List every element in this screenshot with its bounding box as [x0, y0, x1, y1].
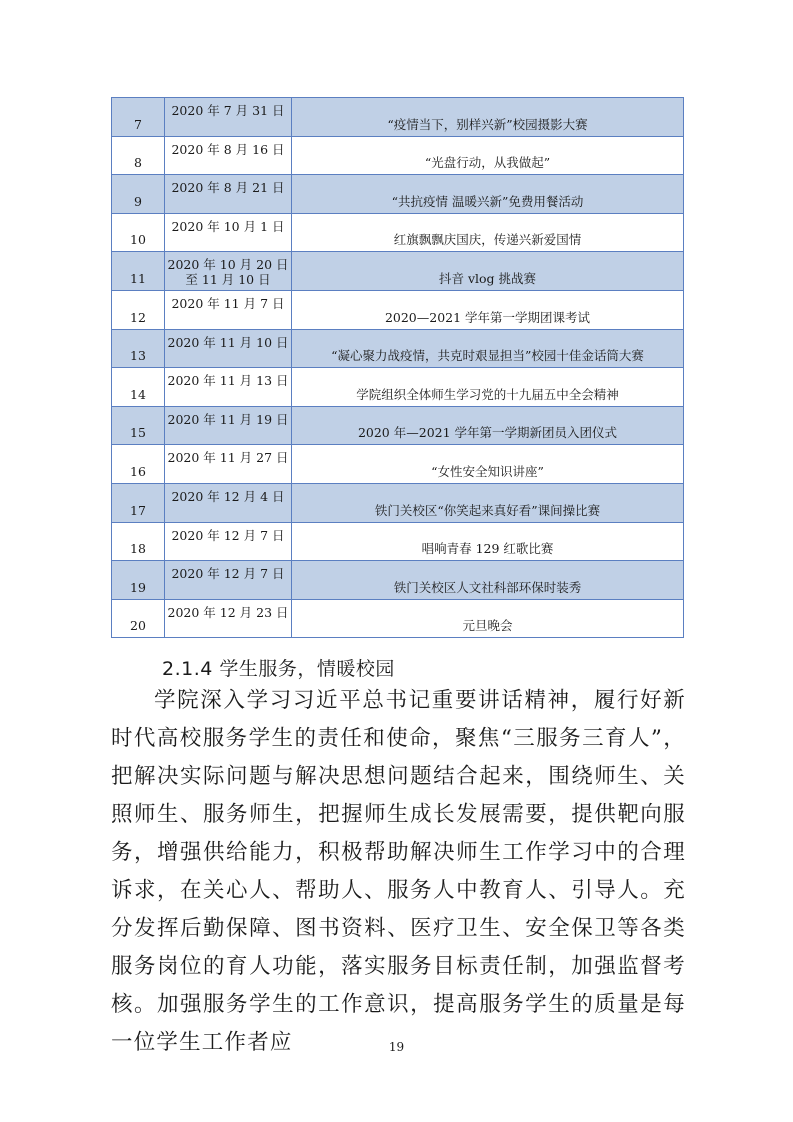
event-date — [165, 483, 292, 522]
event-date — [165, 522, 292, 561]
event-date — [165, 175, 292, 214]
event-date-line: 2020 年 12 月 23 日 — [167, 604, 289, 620]
table-row — [112, 561, 684, 600]
event-date — [165, 136, 292, 175]
table-row — [112, 522, 684, 561]
event-name: “凝心聚力战疫情，共克时艰显担当”校园十佳金话筒大赛 — [292, 329, 684, 368]
table-row — [112, 213, 684, 252]
event-date-line: 2020 年 11 月 27 日 — [167, 450, 289, 466]
table-row — [112, 445, 684, 484]
event-date-line: 2020 年 10 月 20 日 — [167, 257, 289, 273]
row-number: 12 — [112, 290, 165, 329]
row-number: 11 — [112, 252, 165, 291]
event-name: “光盘行动，从我做起” — [292, 136, 684, 175]
event-name: “疫情当下，别样兴新”校园摄影大赛 — [292, 98, 684, 137]
event-date-line: 2020 年 7 月 31 日 — [171, 103, 285, 118]
event-date-line: 2020 年 10 月 1 日 — [171, 218, 285, 234]
event-date — [165, 445, 292, 484]
event-name: 元旦晚会 — [292, 599, 684, 638]
event-date-line: 2020 年 12 月 7 日 — [171, 566, 285, 582]
event-date — [165, 252, 292, 291]
table-row — [112, 252, 684, 291]
section-paragraph: 学院深入学习习近平总书记重要讲话精神，履行好新时代高校服务学生的责任和使命，聚焦“三服务三育人”，把解决实际问题与解决思想问题结合起来，围绕师生、关照师生、服务师生，把握师生成长发展需要，提供靶向服务，增强供给能力，积极帮助解决师生工作学习中的合理诉求，在关心人、帮助人、服务人中教育人、引导人。充分发挥后勤保障、图书资料、医疗卫生、安全保卫等各类服务岗位的育人功能，落实服务目标责任制，加强监督考核。加强服务学生的工作意识，提高服务学生的质量是每一位学生工作者应 — [111, 688, 686, 1055]
event-date-line: 2020 年 8 月 16 日 — [171, 141, 285, 157]
row-number: 15 — [112, 406, 165, 445]
event-date-line: 2020 年 12 月 4 日 — [171, 488, 285, 504]
section-heading: 2.1.4 学生服务，情暖校园 — [162, 658, 395, 680]
row-number: 19 — [112, 561, 165, 600]
event-name: “女性安全知识讲座” — [292, 445, 684, 484]
event-name: 2020—2021 学年第一学期团课考试 — [292, 290, 684, 329]
event-name: “共抗疫情 温暖兴新”免费用餐活动 — [292, 175, 684, 214]
event-name: 铁门关校区人文社科部环保时装秀 — [292, 561, 684, 600]
event-date — [165, 599, 292, 638]
event-date — [165, 406, 292, 445]
row-number: 18 — [112, 522, 165, 561]
row-number: 13 — [112, 329, 165, 368]
event-date-line: 2020 年 11 月 7 日 — [171, 295, 285, 311]
row-number: 7 — [112, 98, 165, 137]
row-number: 17 — [112, 483, 165, 522]
row-number: 9 — [112, 175, 165, 214]
event-date — [165, 561, 292, 600]
event-date-line: 2020 年 11 月 10 日 — [167, 334, 289, 350]
event-date — [165, 290, 292, 329]
event-name: 2020 年—2021 学年第一学期新团员入团仪式 — [292, 406, 684, 445]
table-row — [112, 599, 684, 638]
event-date — [165, 213, 292, 252]
event-date-line: 2020 年 12 月 7 日 — [171, 527, 285, 543]
table-row — [112, 406, 684, 445]
table-row — [112, 290, 684, 329]
table-row — [112, 368, 684, 407]
table-row — [112, 136, 684, 175]
row-number: 8 — [112, 136, 165, 175]
table-row — [112, 98, 684, 137]
table-row — [112, 483, 684, 522]
event-name: 铁门关校区“你笑起来真好看”课间操比赛 — [292, 483, 684, 522]
event-date-line: 2020 年 8 月 21 日 — [171, 180, 285, 196]
page-number: 19 — [388, 1040, 405, 1054]
event-date-line: 2020 年 11 月 13 日 — [167, 373, 289, 389]
event-name: 红旗飘飘庆国庆，传递兴新爱国情 — [292, 213, 684, 252]
event-date — [165, 329, 292, 368]
event-date-line: 2020 年 11 月 19 日 — [167, 411, 289, 427]
event-date-line: 至 11 月 10 日 — [185, 272, 271, 288]
row-number: 14 — [112, 368, 165, 407]
events-table — [111, 97, 684, 638]
event-date — [165, 98, 292, 137]
row-number: 20 — [112, 599, 165, 638]
event-date — [165, 368, 292, 407]
row-number: 16 — [112, 445, 165, 484]
event-name: 学院组织全体师生学习党的十九届五中全会精神 — [292, 368, 684, 407]
table-row — [112, 329, 684, 368]
table-row — [112, 175, 684, 214]
events-table-body — [112, 98, 684, 638]
row-number: 10 — [112, 213, 165, 252]
event-name: 唱响青春 129 红歌比赛 — [292, 522, 684, 561]
event-name: 抖音 vlog 挑战赛 — [292, 252, 684, 291]
